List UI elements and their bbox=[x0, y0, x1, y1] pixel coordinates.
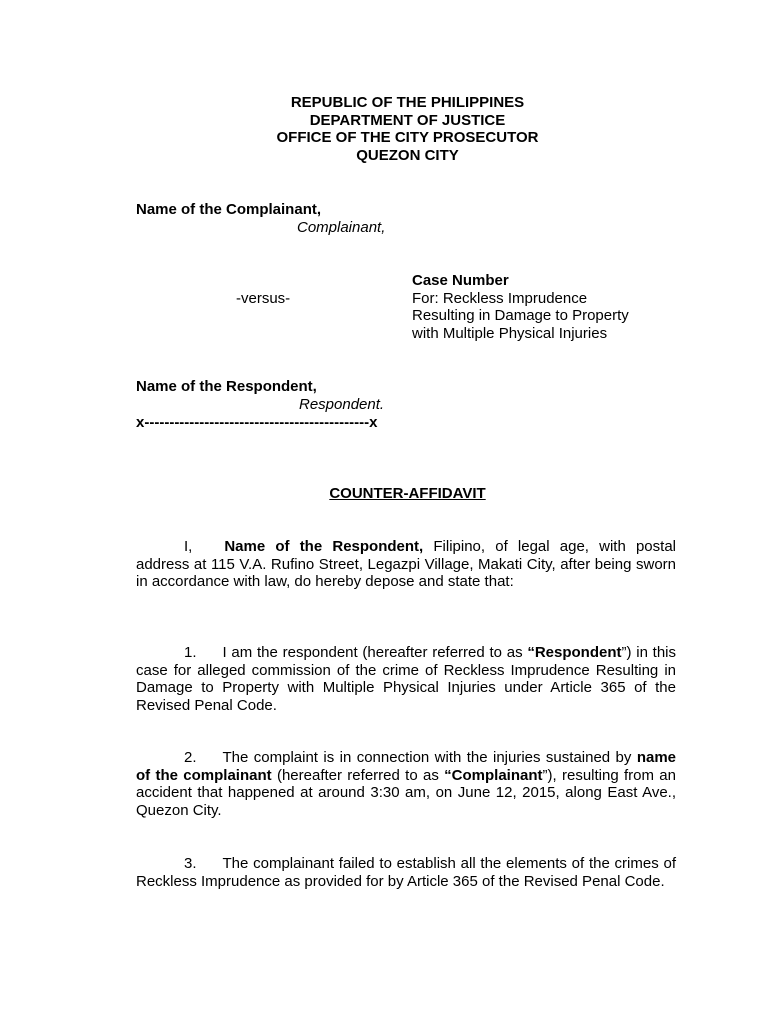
document-header bbox=[0, 94, 768, 164]
respondent-role: Respondent. bbox=[299, 396, 385, 413]
paragraph-2-text-c: ”), resulting from an accident that happened at around 3:30 am, on June 12, 2015, along East Ave., Quezon City. bbox=[136, 766, 676, 819]
paragraph-2-text-b: (hereafter referred to as bbox=[271, 766, 445, 784]
case-for-line-1: For: Reckless Imprudence bbox=[412, 289, 588, 307]
paragraph-1 bbox=[136, 644, 676, 714]
paragraph-1-number: 1. bbox=[184, 644, 197, 661]
header-republic: REPUBLIC OF THE PHILIPPINES bbox=[290, 94, 525, 111]
paragraph-3 bbox=[136, 855, 676, 890]
paragraph-2-complainant-name: name of the complainant bbox=[136, 749, 676, 784]
header-city: QUEZON CITY bbox=[356, 146, 459, 164]
paragraph-3-number: 3. bbox=[184, 855, 197, 872]
case-for-line-2: Resulting in Damage to Property bbox=[412, 307, 629, 324]
intro-paragraph bbox=[136, 538, 676, 591]
complainant-role: Complainant, bbox=[297, 219, 386, 236]
header-office: OFFICE OF THE CITY PROSECUTOR bbox=[276, 129, 539, 146]
versus-label: -versus- bbox=[236, 290, 291, 307]
paragraph-2-complainant-term: “Complainant bbox=[444, 766, 543, 784]
paragraph-2 bbox=[136, 749, 676, 819]
intro-text: Filipino, of legal age, with postal address at 115 V.A. Rufino Street, Legazpi Village, Makati City, after being sworn in accordance with law, do hereby depose and state that: bbox=[136, 538, 676, 590]
complainant-name: Name of the Complainant, bbox=[136, 201, 322, 218]
paragraph-3-text: The complainant failed to establish all the elements of the crimes of Reckless Imprudence as provided for by Article 365 of the Revised Penal Code. bbox=[136, 855, 676, 890]
document-title: COUNTER-AFFIDAVIT bbox=[329, 485, 486, 502]
paragraph-1-respondent-term: “Respondent bbox=[527, 644, 622, 661]
respondent-name: Name of the Respondent, bbox=[136, 378, 317, 395]
paragraph-2-text-a: The complaint is in connection with the injuries sustained by bbox=[222, 749, 637, 766]
caption-separator: x---------------------------------------------x bbox=[136, 414, 378, 431]
header-department: DEPARTMENT OF JUSTICE bbox=[309, 111, 506, 129]
paragraph-1-text-a: I am the respondent (hereafter referred to as bbox=[222, 644, 528, 661]
paragraph-2-number: 2. bbox=[184, 749, 197, 766]
intro-i: I, bbox=[184, 538, 193, 555]
intro-respondent-name: Name of the Respondent, bbox=[224, 538, 424, 555]
paragraph-1-text-b: ”) in this case for alleged commission of the crime of Reckless Imprudence Resulting in Damage to Property with Multiple Physical Injuries under Article 365 of the Revised Penal Code. bbox=[136, 644, 677, 714]
case-title-block bbox=[412, 272, 692, 342]
case-number: Case Number bbox=[412, 272, 509, 289]
case-for-line-3: with Multiple Physical Injuries bbox=[412, 324, 608, 342]
